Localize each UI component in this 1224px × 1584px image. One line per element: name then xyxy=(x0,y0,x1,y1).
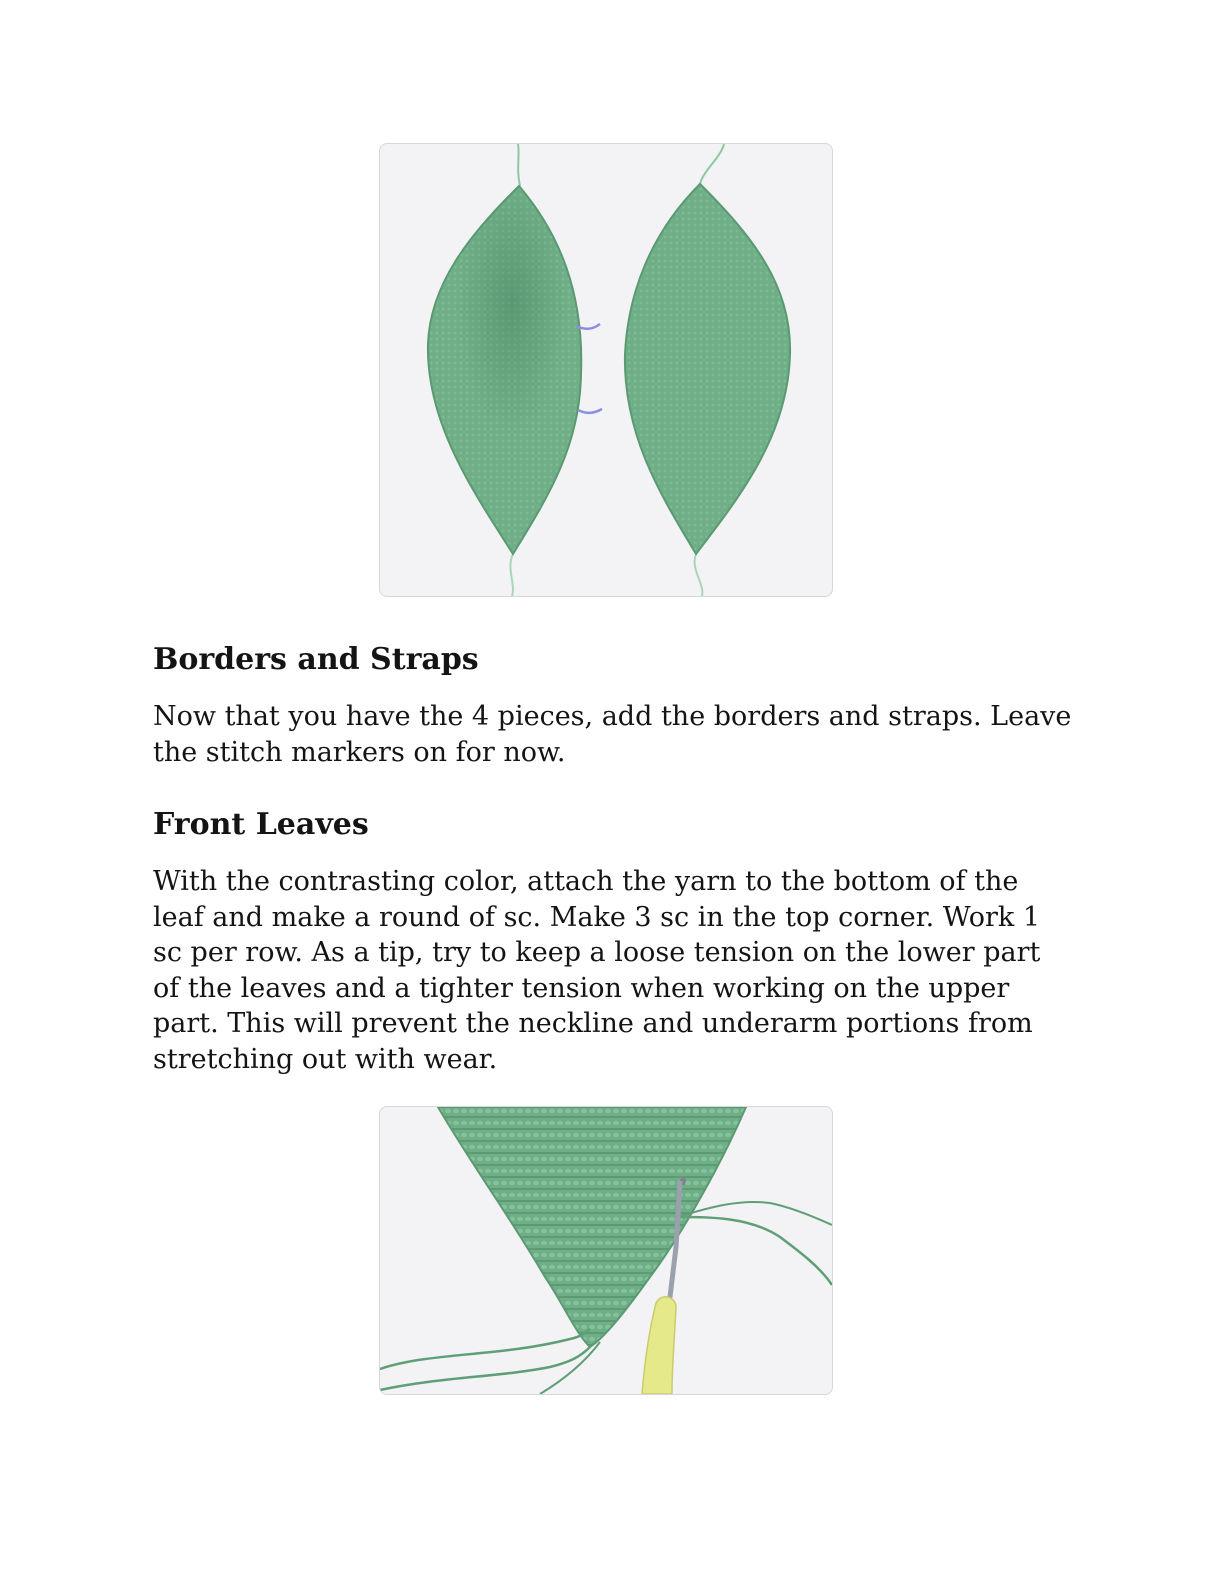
stitch-marker xyxy=(578,409,602,413)
leaf-tip xyxy=(438,1107,746,1347)
right-leaf-panel xyxy=(625,184,790,554)
leaf-tip-hook-photo xyxy=(379,1106,833,1395)
crochet-hook-handle xyxy=(642,1297,676,1394)
section-body: Now that you have the 4 pieces, add the borders and straps. Leave the stitch markers on for now. xyxy=(153,701,1072,768)
section-heading: Front Leaves xyxy=(153,807,369,842)
section-heading: Borders and Straps xyxy=(153,642,479,677)
section-body: With the contrasting color, attach the yarn to the bottom of the leaf and make a round of sc. Make 3 sc in the top corner. Work 1 sc per row. As a tip, try to keep a loose tension on the lower part of the leaves and a tighter tension when working on the upper part. This will prevent the neckline and underarm portions from stretching out with wear. xyxy=(153,866,1041,1075)
leaf-panels-photo xyxy=(379,143,833,597)
